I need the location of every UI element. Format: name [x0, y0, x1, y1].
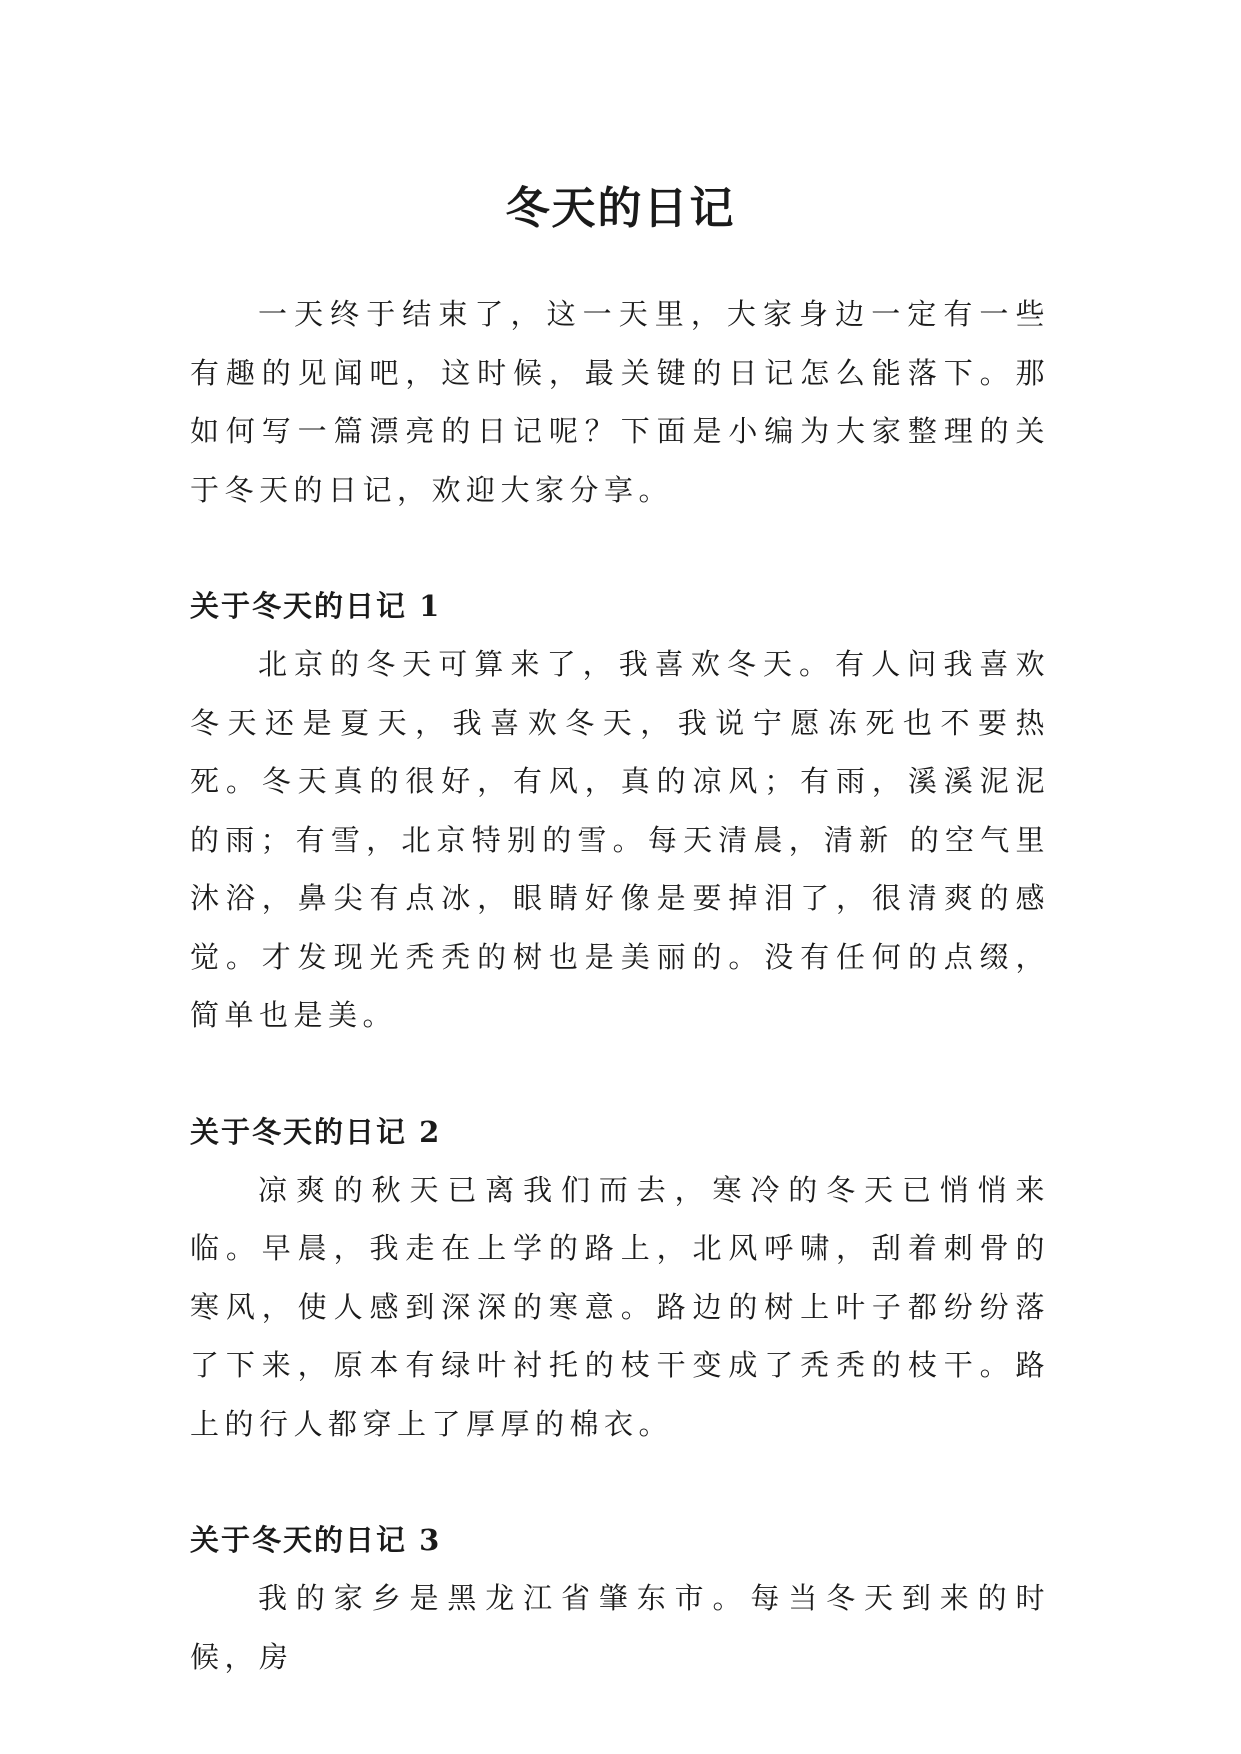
section-paragraph: 北京的冬天可算来了，我喜欢冬天。有人问我喜欢冬天还是夏天，我喜欢冬天，我说宁愿冻死也不要热死。冬天真的很好，有风，真的凉风；有雨，溪溪泥泥的雨；有雪，北京特别的雪。每天清晨，清新 的空气里沐浴，鼻尖有点冰，眼睛好像是要掉泪了，很清爽的感觉。才发现光秃秃的树也是美丽的。没有任何的点缀，简单也是美。: [190, 647, 1050, 1032]
section-heading: 关于冬天的日记 1: [190, 589, 442, 623]
section-paragraph: 凉爽的秋天已离我们而去，寒冷的冬天已悄悄来临。早晨，我走在上学的路上，北风呼啸，刮着刺骨的寒风，使人感到深深的寒意。路边的树上叶子都纷纷落了下来，原本有绿叶衬托的枝干变成了秃秃的枝干。路上的行人都穿上了厚厚的棉衣。: [190, 1172, 1050, 1441]
document-body: [190, 285, 1050, 1686]
section-heading: 关于冬天的日记 2: [190, 1114, 442, 1149]
intro-paragraph: 一天终于结束了，这一天里，大家身边一定有一些有趣的见闻吧，这时候，最关键的日记怎么能落下。那如何写一篇漂亮的日记呢？下面是小编为大家整理的关于冬天的日记，欢迎大家分享。: [190, 297, 1050, 507]
section-paragraph: 我的家乡是黑龙江省肇东市。每当冬天到来的时候，房: [190, 1581, 1050, 1674]
document-title: 冬天的日记: [505, 183, 736, 235]
section-heading: 关于冬天的日记 3: [190, 1523, 442, 1557]
